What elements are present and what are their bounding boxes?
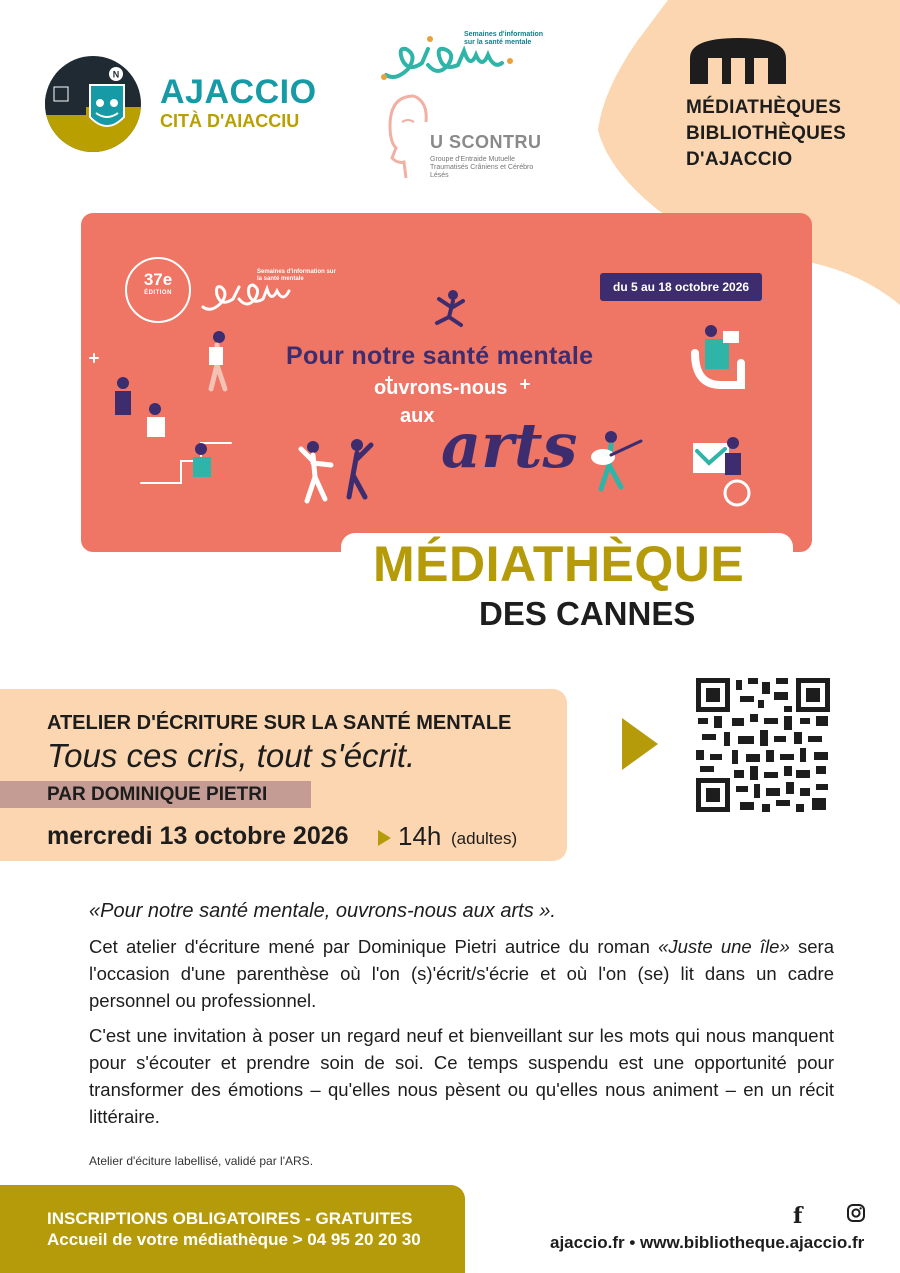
qr-code[interactable] (696, 678, 830, 812)
book-title: «Juste une île» (658, 936, 790, 957)
face-profile-icon (384, 92, 432, 182)
sism-logo (378, 25, 548, 95)
media-line-3: D'AJACCIO (686, 149, 793, 170)
p1-after: sera l'occasion d'une parenthèse où l'on (s)'écrit/s'écrie et où l'on (se) lit dans un cadre personnel ou professionnel. (89, 936, 834, 1011)
event-author: PAR DOMINIQUE PIETRI (47, 784, 268, 805)
scontru-title: U SCONTRU (430, 132, 542, 152)
description-paragraph-2: C'est une invitation à poser un regard neuf et bienveillant sur les mots qui nous manquent pour s'écouter et prendre soin de soi. Ce temps suspendu est une opportunité pour transformer des émotions – qu'elles nous pèsent ou qu'elles nous animent – en un récit littéraire. (89, 1025, 834, 1127)
banner-line-3: aux (400, 405, 435, 427)
event-audience: (adultes) (451, 829, 518, 848)
mediatheques-name (686, 95, 846, 173)
event-date: mercredi 13 octobre 2026 (47, 822, 349, 850)
description-paragraph-1 (89, 933, 834, 1014)
registration-box (0, 1185, 465, 1273)
edition-number: 37e (143, 270, 173, 289)
event-dates-badge: du 5 au 18 octobre 2026 (600, 273, 762, 301)
ajaccio-emblem-icon (44, 55, 142, 153)
website-links[interactable]: ajaccio.fr • www.bibliotheque.ajaccio.fr (550, 1233, 865, 1252)
play-arrow-icon (378, 830, 391, 846)
edition-word: ÉDITION (144, 290, 172, 296)
edition-badge (125, 257, 191, 323)
media-line-2: BIBLIOTHÈQUES (686, 123, 847, 144)
scontru-logo (384, 92, 584, 187)
registration-heading: INSCRIPTIONS OBLIGATOIRES - GRATUITES (47, 1209, 413, 1228)
label-note: Atelier d'éciture labellisé, validé par l'ARS. (89, 1154, 314, 1168)
ajaccio-logo (44, 55, 317, 155)
sism-tagline: Semaines d'information sur la santé mentale (464, 31, 544, 46)
media-line-1: MÉDIATHÈQUES (686, 97, 842, 118)
event-time: 14h (398, 821, 442, 851)
event-title: Tous ces cris, tout s'écrit. (47, 737, 416, 774)
venue-title: MÉDIATHÈQUE (373, 536, 745, 592)
emblem-letter: N (112, 69, 120, 80)
banner-sism-tagline: Semaines d'information sur la santé mentale (257, 269, 336, 282)
description-quote: «Pour notre santé mentale, ouvrons-nous aux arts ». (89, 900, 556, 922)
event-description (89, 898, 834, 1138)
banner-headline: Pour notre santé mentale (286, 342, 594, 370)
facebook-icon[interactable]: f (793, 1203, 803, 1229)
instagram-icon[interactable] (846, 1203, 866, 1223)
banner-arts-word: arts (441, 409, 578, 482)
arrow-right-icon (622, 718, 658, 770)
sism-banner (81, 213, 812, 552)
banner-line-2: ouvrons-nous (374, 377, 508, 399)
event-heading: ATELIER D'ÉCRITURE SUR LA SANTÉ MENTALE (47, 712, 512, 734)
venue-place: DES CANNES (479, 595, 696, 632)
p1-before: Cet atelier d'écriture mené par Dominique Pietri autrice du roman (89, 936, 659, 957)
city-name: AJACCIO (160, 73, 317, 111)
city-subtitle: CITÀ D'AIACCIU (160, 111, 300, 131)
scontru-description: Groupe d'Entraide Mutuelle Traumatisés Crâniens et Cérébro Lésés (430, 156, 534, 179)
registration-contact: Accueil de votre médiathèque > 04 95 20 20 30 (47, 1230, 421, 1249)
